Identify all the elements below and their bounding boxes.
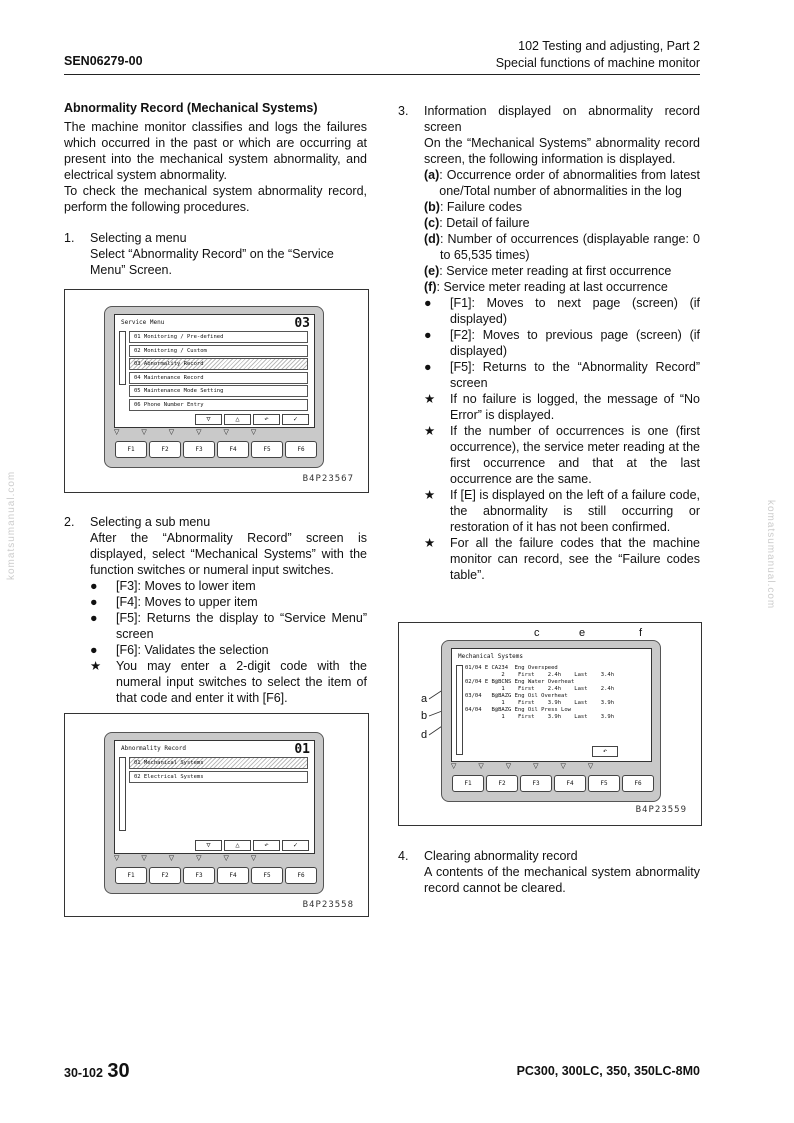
item-text: [F1]: Moves to next page (screen) (if displayed) [450, 296, 700, 326]
item-text: : Service meter reading at last occurrence [436, 280, 668, 294]
chapter-title: 102 Testing and adjusting, Part 2 [518, 39, 700, 53]
item-text: [F5]: Returns the display to “Service Menu” screen [116, 611, 367, 641]
monitor-bezel [104, 732, 324, 894]
step-text: Select “Abnormality Record” on the “Service Menu” Screen. [90, 247, 334, 277]
function-indicator-arrows: ▽▽▽▽▽▽ [114, 429, 279, 436]
bullet-item [90, 642, 367, 658]
bullet-item [424, 423, 700, 487]
function-key-f1[interactable]: F1 [115, 867, 147, 884]
function-key-f6[interactable]: F6 [285, 867, 317, 884]
function-indicator-arrows: ▽▽▽▽▽▽ [451, 763, 616, 770]
monitor-bezel [104, 306, 324, 468]
callout-f: f [639, 627, 643, 639]
step-4 [398, 848, 700, 896]
function-key-f5[interactable]: F5 [251, 867, 283, 884]
section-title: Special functions of machine monitor [495, 56, 700, 70]
item-text: You may enter a 2-digit code with the numeral input switches to select the item of that code and enter it with [F6]. [116, 659, 367, 705]
item-text: [F3]: Moves to lower item [116, 579, 256, 593]
abnormality-log-lines [465, 665, 614, 721]
bullet-mark: ★ [424, 392, 436, 406]
confirm-softkey[interactable]: ✓ [282, 840, 309, 851]
right-column [398, 103, 700, 583]
item-text: : Service meter reading at first occurrence [439, 264, 672, 278]
watermark-left: komatsumanual.com [6, 470, 17, 580]
figure-service-menu [64, 289, 369, 493]
bullet-item [90, 594, 367, 610]
log-line: 2 First 2.4h Last 3.4h [465, 672, 615, 678]
figure-id: B4P23559 [635, 805, 687, 815]
intro-paragraph: The machine monitor classifies and logs the failures which occurred in the past or which are occurring at present into the mechanical system abnormality, and electrical system abnormality. [64, 120, 367, 182]
figure-id: B4P23558 [302, 900, 354, 910]
scrollbar[interactable] [456, 665, 463, 755]
function-key-f4[interactable]: F4 [217, 867, 249, 884]
step-2 [64, 514, 367, 706]
item-text: For all the failure codes that the machine monitor can record, see the “Failure codes table”. [450, 536, 700, 582]
step-title: Selecting a menu [90, 231, 187, 245]
document-code: SEN06279-00 [64, 54, 143, 68]
label-item [424, 231, 700, 263]
figure-id: B4P23567 [302, 474, 354, 484]
item-text: [F5]: Returns to the “Abnormality Record” screen [450, 360, 700, 390]
callout-d: d [421, 729, 428, 741]
step-text: After the “Abnormality Record” screen is displayed, select “Mechanical Systems” with the function switches or numeral input switches. [90, 531, 367, 577]
return-softkey[interactable]: ↶ [253, 840, 280, 851]
function-key-f1[interactable]: F1 [115, 441, 147, 458]
menu-row[interactable]: 04 Maintenance Record [129, 372, 308, 384]
screen-title: Service Menu [121, 319, 165, 326]
step-title: Selecting a sub menu [90, 515, 211, 529]
step-number: 1. [64, 231, 75, 245]
screen-page-number: 01 [294, 742, 310, 757]
monitor-screen [451, 648, 652, 762]
bullet-item [90, 610, 367, 642]
monitor-screen [114, 314, 315, 428]
bullet-mark: ● [90, 595, 98, 609]
screen-title: Abnormality Record [121, 745, 187, 752]
label-item [424, 215, 700, 231]
monitor-bezel [441, 640, 661, 802]
bullet-item [90, 578, 367, 594]
page-footer-number [64, 1060, 130, 1083]
menu-row[interactable]: 05 Maintenance Mode Setting [129, 385, 308, 397]
item-label: (d) [424, 232, 440, 246]
screen-page-number: 03 [294, 316, 310, 331]
scrollbar[interactable] [119, 757, 126, 831]
step-text: A contents of the mechanical system abnormality record cannot be cleared. [424, 865, 700, 895]
function-key-f2[interactable]: F2 [149, 441, 181, 458]
function-key-f4[interactable]: F4 [217, 441, 249, 458]
return-softkey[interactable]: ↶ [592, 746, 618, 757]
log-line: 1 First 3.9h Last 3.9h [465, 714, 615, 720]
item-text: : Detail of failure [439, 216, 530, 230]
step-number: 4. [398, 849, 409, 863]
function-key-f2[interactable]: F2 [149, 867, 181, 884]
function-key-f1[interactable]: F1 [452, 775, 484, 792]
item-label: (b) [424, 200, 440, 214]
left-column [64, 100, 367, 278]
log-line: 03/04 B@BAZG Eng Oil Overheat [465, 693, 568, 699]
bullet-item [90, 658, 367, 706]
callout-a: a [421, 693, 428, 705]
bullet-mark: ● [424, 328, 432, 342]
function-key-f2[interactable]: F2 [486, 775, 518, 792]
bullet-mark: ● [90, 579, 98, 593]
item-text: [F4]: Moves to upper item [116, 595, 258, 609]
bullet-item [424, 487, 700, 535]
up-softkey[interactable]: △ [224, 840, 251, 851]
bullet-mark: ★ [424, 488, 436, 502]
menu-row[interactable]: 06 Phone Number Entry [129, 399, 308, 411]
down-softkey[interactable]: ▽ [195, 840, 222, 851]
item-text: : Occurrence order of abnormalities from latest one/Total number of abnormalities in the log [439, 168, 700, 198]
down-softkey[interactable]: ▽ [195, 414, 222, 425]
function-key-f3[interactable]: F3 [183, 867, 215, 884]
function-indicator-arrows: ▽▽▽▽▽▽ [114, 855, 279, 862]
item-label: (a) [424, 168, 440, 182]
return-softkey[interactable]: ↶ [253, 414, 280, 425]
label-item [424, 199, 700, 215]
log-line: 1 First 3.9h Last 3.9h [465, 700, 615, 706]
function-key-f5[interactable]: F5 [588, 775, 620, 792]
screen-title: Mechanical Systems [458, 653, 524, 660]
menu-row[interactable]: 01 Monitoring / Pre-defined [129, 331, 308, 343]
function-key-f4[interactable]: F4 [554, 775, 586, 792]
watermark-right: komatsumanual.com [765, 500, 776, 610]
item-text: [F2]: Moves to previous page (screen) (if displayed) [450, 328, 700, 358]
function-key-f3[interactable]: F3 [520, 775, 552, 792]
function-key-f3[interactable]: F3 [183, 441, 215, 458]
page-header [496, 38, 700, 72]
header-rule [64, 74, 700, 75]
label-item [424, 263, 700, 279]
callout-b: b [421, 710, 428, 722]
step-title: Clearing abnormality record [424, 849, 578, 863]
bullet-mark: ● [424, 296, 432, 310]
section-heading: Abnormality Record (Mechanical Systems) [64, 101, 318, 115]
step-3 [398, 103, 700, 583]
log-line: 01/04 E CA234 Eng Overspeed [465, 665, 558, 671]
bullet-mark: ● [90, 611, 98, 625]
confirm-softkey[interactable]: ✓ [282, 414, 309, 425]
figure-abnormality-record [64, 713, 369, 917]
label-item [424, 279, 700, 295]
item-label: (c) [424, 216, 440, 230]
page-ref: 30-102 [64, 1066, 103, 1080]
callout-e: e [579, 627, 586, 639]
step-1 [64, 230, 367, 278]
item-text: If no failure is logged, the message of “No Error” is displayed. [450, 392, 700, 422]
bullet-mark: ● [90, 643, 98, 657]
label-item [424, 167, 700, 199]
menu-row[interactable]: 02 Monitoring / Custom [129, 345, 308, 357]
menu-row[interactable]: 02 Electrical Systems [129, 771, 308, 783]
function-key-f6[interactable]: F6 [285, 441, 317, 458]
intro-procedure: To check the mechanical system abnormality record, perform the following procedures. [64, 184, 367, 214]
step-text: On the “Mechanical Systems” abnormality record screen, the following information is displayed. [424, 136, 700, 166]
figure-mechanical-systems [398, 622, 702, 826]
bullet-mark: ★ [90, 659, 102, 673]
up-softkey[interactable]: △ [224, 414, 251, 425]
item-text: : Failure codes [439, 200, 522, 214]
scrollbar[interactable] [119, 331, 126, 385]
left-column-step-2 [64, 514, 367, 706]
bullet-item [424, 535, 700, 583]
item-text: [F6]: Validates the selection [116, 643, 269, 657]
menu-row[interactable]: 03 Abnormality Record [129, 358, 308, 370]
callout-c: c [534, 627, 540, 639]
bullet-item [424, 327, 700, 359]
step-title: Information displayed on abnormality record screen [424, 104, 700, 134]
monitor-screen [114, 740, 315, 854]
step-4-block [398, 848, 700, 896]
bullet-mark: ● [424, 360, 432, 374]
item-text: If the number of occurrences is one (first occurrence), the service meter reading at the first occurrence and that at the last occurrence are the same. [450, 424, 700, 486]
item-label: (e) [424, 264, 440, 278]
item-label: (f) [424, 280, 437, 294]
bullet-item [424, 359, 700, 391]
bullet-mark: ★ [424, 424, 436, 438]
function-key-f5[interactable]: F5 [251, 441, 283, 458]
bullet-item [424, 391, 700, 423]
log-line: 04/04 B@BAZG Eng Oil Press Low [465, 707, 571, 713]
bullet-item [424, 295, 700, 327]
page-number-large: 30 [107, 1060, 130, 1082]
log-line: 1 First 2.4h Last 2.4h [465, 686, 615, 692]
model-list: PC300, 300LC, 350, 350LC-8M0 [516, 1064, 700, 1078]
log-line: 02/04 E B@BCNS Eng Water Overheat [465, 679, 575, 685]
item-text: If [E] is displayed on the left of a failure code, the abnormality is still occurring or restoration of it has not been confirmed. [450, 488, 700, 534]
step-number: 3. [398, 104, 409, 118]
item-text: : Number of occurrences (displayable range: 0 to 65,535 times) [439, 232, 700, 262]
menu-row[interactable]: 01 Mechanical Systems [129, 757, 308, 769]
step-number: 2. [64, 515, 75, 529]
bullet-mark: ★ [424, 536, 436, 550]
function-key-f6[interactable]: F6 [622, 775, 654, 792]
